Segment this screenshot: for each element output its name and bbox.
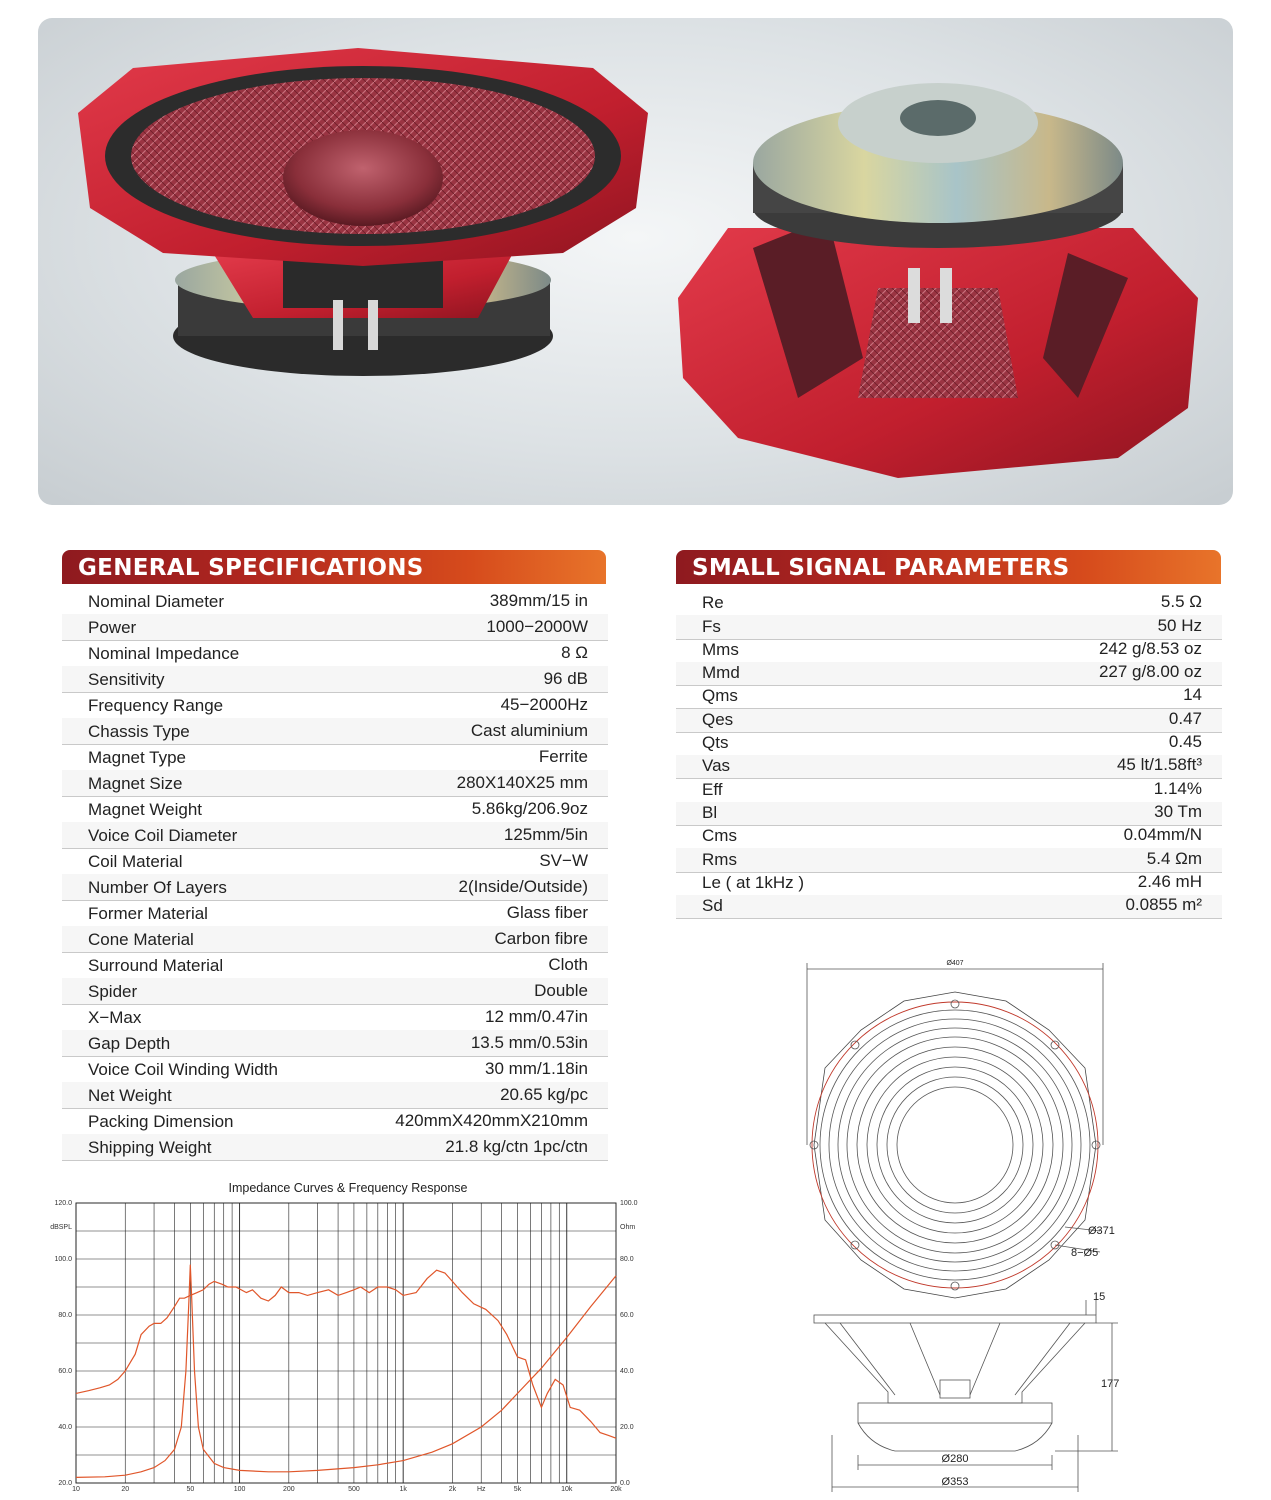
- spec-row: [676, 592, 1222, 616]
- spec-value: 389mm/15 in: [489, 591, 588, 610]
- y-axis-label: dBSPL: [50, 1224, 72, 1231]
- spec-label: Mmd: [702, 663, 740, 683]
- spec-row: [62, 614, 608, 641]
- spec-row: [62, 952, 608, 979]
- spec-value: 280X140X25 mm: [456, 773, 588, 792]
- spec-value: 45 lt/1.58ft³: [1116, 755, 1202, 775]
- spec-label: Frequency Range: [88, 696, 224, 715]
- spec-row: [62, 848, 608, 875]
- spec-row: [62, 1134, 608, 1161]
- spec-row: [676, 662, 1222, 686]
- y-tick-label: 60.0: [58, 1368, 72, 1375]
- height-label: 177: [1101, 1378, 1120, 1390]
- x-axis-label: Hz: [476, 1486, 486, 1493]
- spec-label: Rms: [702, 849, 737, 869]
- spec-label: Packing Dimension: [88, 1112, 234, 1131]
- spec-row: [676, 732, 1222, 756]
- spec-value: 0.04mm/N: [1123, 825, 1202, 845]
- spec-label: Nominal Impedance: [88, 644, 240, 663]
- spec-row: [62, 1082, 608, 1109]
- spec-value: 30 Tm: [1154, 801, 1202, 821]
- x-tick-label: 1k: [399, 1486, 407, 1493]
- spec-label: Mms: [702, 639, 739, 659]
- spec-row: [62, 744, 608, 771]
- spec-row: [676, 778, 1222, 802]
- spec-row: [676, 872, 1222, 896]
- spec-row: [62, 874, 608, 901]
- spec-value: 227 g/8.00 oz: [1098, 662, 1202, 682]
- spec-value: Double: [534, 981, 588, 1000]
- spec-value: 8 Ω: [561, 643, 588, 662]
- spec-value: Ferrite: [538, 747, 588, 766]
- y2-tick-label: 80.0: [620, 1256, 634, 1263]
- spec-value: Carbon fibre: [494, 929, 588, 948]
- spec-label: Spider: [88, 982, 138, 1001]
- y-tick-label: 40.0: [58, 1424, 72, 1431]
- spec-label: Coil Material: [88, 852, 183, 871]
- spec-label: Eff: [702, 779, 723, 799]
- spec-row: [62, 588, 608, 615]
- spec-value: 5.86kg/206.9oz: [471, 799, 588, 818]
- spec-value: 12 mm/0.47in: [485, 1007, 588, 1026]
- x-tick-label: 100: [233, 1486, 246, 1493]
- spec-label: X−Max: [88, 1008, 142, 1027]
- y2-tick-label: 60.0: [620, 1312, 634, 1319]
- spec-value: Cast aluminium: [470, 721, 588, 740]
- spec-label: Sd: [702, 896, 723, 916]
- spec-row: [62, 692, 608, 719]
- spec-label: Former Material: [88, 904, 208, 923]
- speaker-rear-view: [678, 83, 1198, 478]
- spec-row: [62, 796, 608, 823]
- x-tick-label: 10k: [561, 1486, 573, 1493]
- spec-value: SV−W: [539, 851, 588, 870]
- spec-label: Voice Coil Winding Width: [88, 1060, 278, 1079]
- spec-label: Cms: [702, 826, 737, 846]
- spec-row: [62, 770, 608, 797]
- spec-value: 1000−2000W: [486, 617, 588, 636]
- technical-drawing: [800, 955, 1130, 1500]
- impedance-frequency-chart: [40, 1195, 650, 1500]
- speaker-photos: [38, 18, 1233, 505]
- spec-label: Cone Material: [88, 930, 194, 949]
- spec-row: [62, 926, 608, 953]
- spec-label: Surround Material: [88, 956, 224, 975]
- spec-value: 20.65 kg/pc: [500, 1085, 588, 1104]
- general-specifications-title: GENERAL SPECIFICATIONS: [78, 555, 424, 581]
- spec-label: Bl: [702, 802, 718, 822]
- spec-row: [676, 825, 1222, 849]
- spec-value: 21.8 kg/ctn 1pc/ctn: [445, 1137, 588, 1156]
- small-signal-parameters-table: [676, 592, 1222, 920]
- spec-label: Magnet Size: [88, 774, 183, 793]
- y-tick-label: 120.0: [54, 1200, 72, 1207]
- spec-row: [62, 640, 608, 667]
- spec-label: Qms: [702, 686, 738, 706]
- spec-value: 30 mm/1.18in: [485, 1059, 588, 1078]
- chart-title: Impedance Curves & Frequency Response: [228, 1181, 468, 1195]
- x-tick-label: 5k: [513, 1486, 522, 1493]
- spec-row: [62, 822, 608, 849]
- x-tick-label: 200: [282, 1486, 295, 1493]
- spec-value: Glass fiber: [506, 903, 588, 922]
- spec-row: [676, 709, 1222, 733]
- spec-label: Power: [88, 618, 137, 637]
- spec-label: Net Weight: [88, 1086, 172, 1105]
- spec-label: Shipping Weight: [88, 1138, 212, 1157]
- x-tick-label: 50: [186, 1486, 195, 1493]
- bolt-circle-label: Ø371: [1088, 1225, 1115, 1237]
- spec-value: 50 Hz: [1157, 615, 1202, 635]
- spec-label: Fs: [702, 616, 721, 636]
- x-tick-label: 20k: [610, 1486, 622, 1493]
- spec-row: [676, 802, 1222, 826]
- spec-row: [62, 978, 608, 1005]
- small-signal-parameters-header: [676, 550, 1221, 584]
- spec-value: 0.47: [1168, 708, 1202, 728]
- spec-label: Magnet Type: [88, 748, 186, 767]
- mounting-holes-label: 8−Ø5: [1071, 1247, 1099, 1259]
- spec-value: 5.4 Ωm: [1146, 848, 1202, 868]
- spec-row: [676, 639, 1222, 663]
- outer-diameter-label: Ø407: [946, 960, 964, 967]
- spec-value: 420mmX420mmX210mm: [395, 1111, 588, 1130]
- spec-row: [62, 1030, 608, 1057]
- magnet-diameter-label: Ø280: [941, 1453, 969, 1465]
- spec-label: Gap Depth: [88, 1034, 171, 1053]
- speaker-front-view: [78, 48, 648, 376]
- spec-label: Chassis Type: [88, 722, 190, 741]
- y-tick-label: 20.0: [58, 1480, 72, 1487]
- spec-row: [62, 1108, 608, 1135]
- product-photo-panel: [38, 18, 1233, 505]
- spec-value: 2(Inside/Outside): [458, 877, 588, 896]
- spec-value: 242 g/8.53 oz: [1098, 638, 1202, 658]
- spec-label: Sensitivity: [88, 670, 165, 689]
- flange-thickness-label: 15: [1093, 1291, 1106, 1303]
- spec-label: Magnet Weight: [88, 800, 203, 819]
- drawing-front-view: [807, 963, 1103, 1298]
- spec-value: 45−2000Hz: [500, 695, 588, 714]
- spec-label: Vas: [702, 756, 731, 776]
- spec-value: 5.5 Ω: [1160, 592, 1202, 612]
- x-tick-label: 2k: [448, 1486, 457, 1493]
- spec-row: [62, 1056, 608, 1083]
- spec-label: Nominal Diameter: [88, 592, 225, 611]
- spec-row: [676, 685, 1222, 709]
- y-tick-label: 80.0: [58, 1312, 72, 1319]
- spec-row: [676, 848, 1222, 872]
- spec-label: Re: [702, 593, 724, 613]
- y2-tick-label: 0.0: [620, 1480, 630, 1487]
- x-tick-label: 20: [121, 1486, 130, 1493]
- spec-label: Le ( at 1kHz ): [702, 872, 805, 892]
- spec-label: Number Of Layers: [88, 878, 227, 897]
- basket-diameter-label: Ø353: [941, 1476, 969, 1488]
- spec-value: 14: [1183, 685, 1202, 705]
- spec-row: [62, 900, 608, 927]
- spec-value: 125mm/5in: [503, 825, 588, 844]
- spec-row: [62, 666, 608, 693]
- y2-tick-label: 20.0: [620, 1424, 634, 1431]
- general-specifications-header: [62, 550, 606, 584]
- spec-value: 1.14%: [1153, 778, 1202, 798]
- y2-axis-label: Ohm: [620, 1224, 636, 1231]
- y2-tick-label: 100.0: [620, 1200, 638, 1207]
- spec-row: [676, 895, 1222, 919]
- spec-row: [62, 718, 608, 745]
- y2-tick-label: 40.0: [620, 1368, 634, 1375]
- x-tick-label: 10: [72, 1486, 80, 1493]
- spec-row: [62, 1004, 608, 1031]
- spec-value: 0.45: [1168, 732, 1202, 752]
- spec-value: 13.5 mm/0.53in: [470, 1033, 588, 1052]
- spec-value: 96 dB: [543, 669, 588, 688]
- spec-row: [676, 755, 1222, 779]
- spec-label: Qts: [702, 733, 729, 753]
- y-tick-label: 100.0: [54, 1256, 72, 1263]
- spec-label: Voice Coil Diameter: [88, 826, 238, 845]
- spec-value: 2.46 mH: [1137, 871, 1202, 891]
- general-specifications-table: [62, 588, 608, 1160]
- small-signal-parameters-title: SMALL SIGNAL PARAMETERS: [692, 555, 1070, 581]
- spec-label: Qes: [702, 709, 734, 729]
- spec-value: 0.0855 m²: [1125, 895, 1202, 915]
- spec-row: [676, 615, 1222, 639]
- x-tick-label: 500: [348, 1486, 360, 1493]
- spec-value: Cloth: [548, 955, 588, 974]
